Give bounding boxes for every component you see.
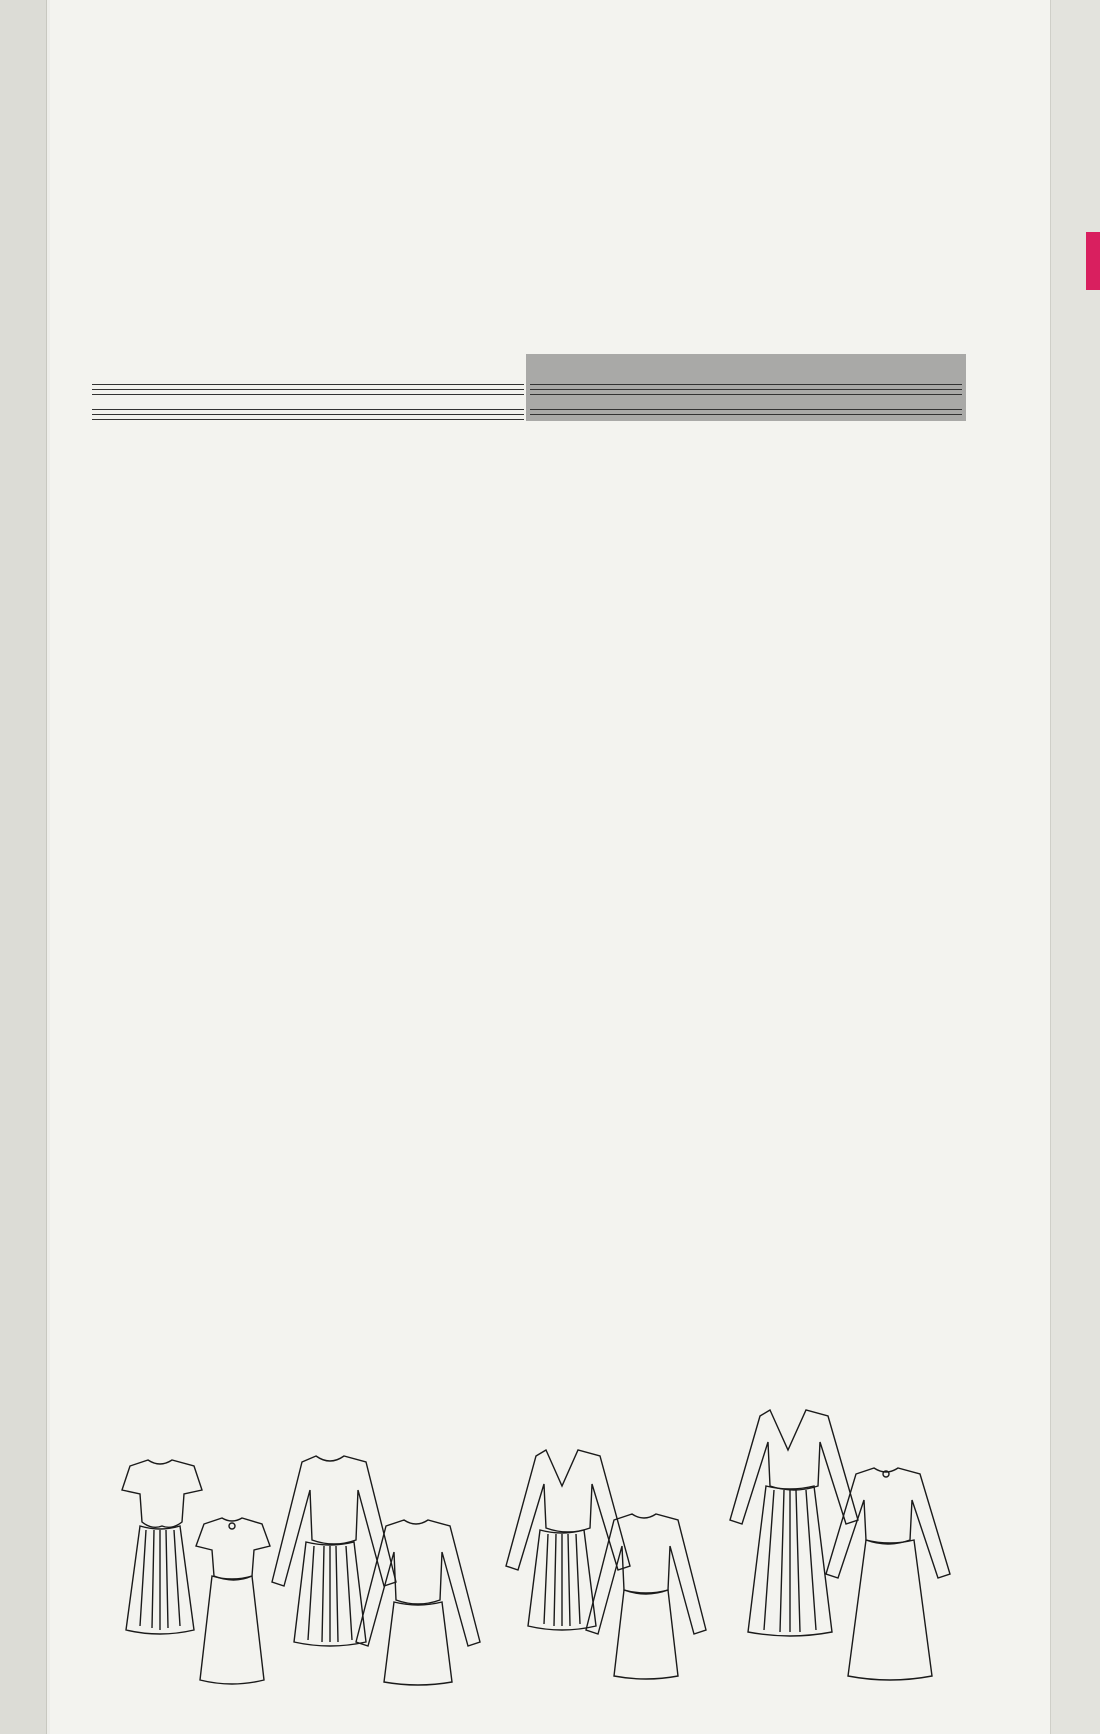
metric-column [530, 348, 962, 421]
divider [530, 414, 962, 415]
divider [530, 394, 962, 395]
imperial-column [92, 348, 524, 426]
divider [92, 394, 524, 395]
dress-b-back-drawing [356, 1520, 480, 1685]
fabric-notes [92, 389, 524, 390]
dress-illustrations [0, 1350, 1100, 1690]
size-chart-panel [526, 354, 966, 421]
dress-a-back-drawing [196, 1518, 270, 1684]
divider [92, 414, 524, 415]
dress-d-back-drawing [826, 1468, 950, 1680]
divider [92, 389, 524, 390]
dress-c-back-drawing [586, 1514, 706, 1679]
dress-b-front-drawing [272, 1456, 396, 1646]
dress-a-front-drawing [122, 1460, 202, 1634]
divider [92, 384, 524, 385]
dress-c-front-drawing [506, 1450, 630, 1630]
fabric-notes [530, 389, 962, 390]
dress-d-front-drawing [730, 1410, 858, 1636]
divider [92, 409, 524, 410]
divider [92, 419, 524, 420]
divider [530, 389, 962, 390]
size-chart-panel [88, 354, 528, 426]
pink-edge-mark [1086, 232, 1100, 290]
divider [530, 409, 962, 410]
divider [530, 384, 962, 385]
